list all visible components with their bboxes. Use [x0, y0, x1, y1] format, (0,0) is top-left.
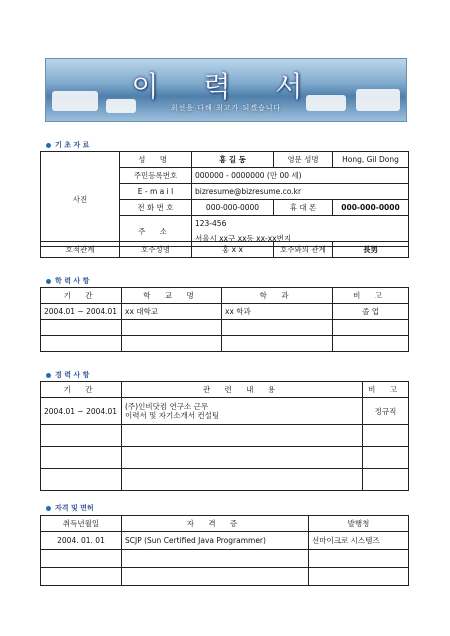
education-table: [40, 287, 409, 352]
table-row: [41, 320, 409, 336]
address-line-1: 123-456: [192, 216, 409, 232]
bullet-icon: [46, 373, 51, 378]
phone-value: 000-000-0000: [192, 200, 274, 216]
table-row: [41, 550, 409, 568]
license-header-date: 취득년월일: [41, 516, 122, 532]
phone-label: 전 화 번 호: [120, 200, 192, 216]
address-line-2: 서울시 xx구 xx동 xx-xx번지: [192, 231, 409, 247]
name-value: 홍 길 동: [192, 152, 274, 168]
eng-name-value: Hong, Gil Dong: [333, 152, 409, 168]
bullet-icon: [46, 143, 51, 148]
relation-label: 호주와의 관계: [274, 242, 333, 258]
career-header-content: 관 련 내 용: [122, 382, 363, 398]
license-header-cert: 자 격 증: [122, 516, 309, 532]
email-label: E - m a i l: [120, 184, 192, 200]
license-heading: 자격 및 면허: [46, 503, 94, 513]
edu-header-school: 학 교 명: [122, 288, 222, 304]
bullet-icon: [46, 506, 51, 511]
career-table: [40, 381, 409, 491]
career-heading: 경 력 사 항: [46, 370, 89, 380]
head-value: 홍 x x: [192, 242, 274, 258]
edu-header-note: 비 고: [333, 288, 409, 304]
edu-header-period: 기 간: [41, 288, 122, 304]
family-table: [40, 241, 409, 258]
basic-info-table: [40, 151, 409, 247]
email-value: bizresume@bizresume.co.kr: [192, 184, 409, 200]
table-row: 2004.01 ~ 2004.01 xx 대학교 xx 학과 졸 업: [41, 304, 409, 320]
license-header-issuer: 발행청: [309, 516, 409, 532]
resume-title: 이 력 서: [131, 70, 321, 103]
license-table: [40, 515, 409, 586]
table-row: [41, 447, 409, 469]
rrn-value: 000000 - 0000000 (만 00 세): [192, 168, 409, 184]
resume-subtitle: 최선을 다해 최고가 되겠습니다: [170, 104, 282, 112]
address-label: 주 소: [120, 216, 192, 247]
table-row: [41, 425, 409, 447]
family-label: 호적관계: [41, 242, 120, 258]
table-row: [41, 469, 409, 491]
table-row: 2004. 01. 01 SCJP (Sun Certified Java Programmer) 선마이크로 시스템즈: [41, 532, 409, 550]
career-header-note: 비 고: [363, 382, 409, 398]
basic-info-heading: 기 초 자 료: [46, 140, 89, 150]
edu-header-major: 학 과: [222, 288, 333, 304]
table-row: [41, 336, 409, 352]
eng-name-label: 영문 성명: [274, 152, 333, 168]
relation-value: 長男: [333, 242, 409, 258]
head-label: 호주성명: [120, 242, 192, 258]
mobile-value: 000-000-0000: [333, 200, 409, 216]
rrn-label: 주민등록번호: [120, 168, 192, 184]
photo-box: 사진: [41, 152, 120, 247]
career-header-period: 기 간: [41, 382, 122, 398]
table-row: 2004.01 ~ 2004.01 (주)인비닷컴 연구소 근무 이력서 및 자기소개서 컨설팅 정규직: [41, 398, 409, 425]
table-row: [41, 568, 409, 586]
education-heading: 학 력 사 항: [46, 276, 89, 286]
name-label: 성 명: [120, 152, 192, 168]
bullet-icon: [46, 279, 51, 284]
mobile-label: 휴 대 폰: [274, 200, 333, 216]
resume-banner: [45, 58, 407, 122]
